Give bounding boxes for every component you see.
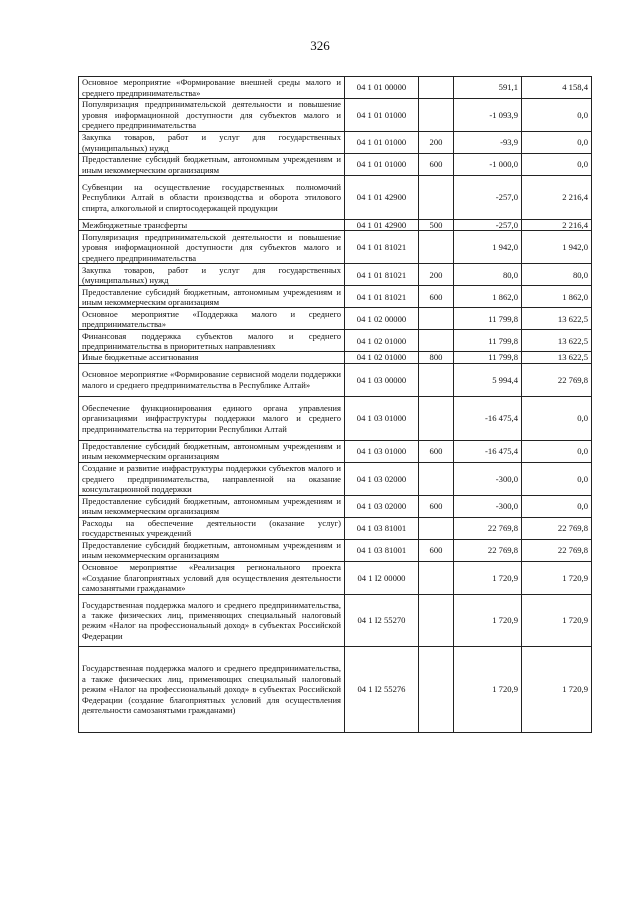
cell-name: Иные бюджетные ассигнования [79,352,345,363]
cell-v1: -1 000,0 [454,154,522,176]
cell-name: Финансовая поддержка субъектов малого и среднего предпринимательства в приоритетных направлениях [79,330,345,352]
cell-v1: 11 799,8 [454,308,522,330]
cell-v2: 22 769,8 [522,539,592,561]
table-row [79,646,592,732]
cell-csr: 04 1 I2 00000 [345,561,419,594]
cell-v1: 1 862,0 [454,286,522,308]
table-row [79,154,592,176]
cell-name: Предоставление субсидий бюджетным, автономным учреждениям и иным некоммерческим организациям [79,495,345,517]
cell-vr [419,308,454,330]
table-row [79,286,592,308]
cell-v2: 1 862,0 [522,286,592,308]
cell-name: Основное мероприятие «Формирование внешней среды малого и среднего предпринимательства» [79,77,345,99]
cell-name: Предоставление субсидий бюджетным, автономным учреждениям и иным некоммерческим организациям [79,154,345,176]
cell-csr: 04 1 02 01000 [345,330,419,352]
table-row [79,77,592,99]
cell-csr: 04 1 03 00000 [345,363,419,396]
table-row [79,594,592,646]
cell-v2: 0,0 [522,495,592,517]
cell-vr [419,396,454,440]
cell-name: Закупка товаров, работ и услуг для государственных (муниципальных) нужд [79,264,345,286]
cell-csr: 04 1 01 01000 [345,132,419,154]
cell-name: Государственная поддержка малого и среднего предпринимательства, а также физических лиц, применяющих специальный налоговый режим «Налог на профессиональный доход» в субъектах Российской Федерации (создание благоприятных условий для осуществления деятельности самозанятыми гражданами) [79,646,345,732]
table-row [79,539,592,561]
cell-csr: 04 1 02 01000 [345,352,419,363]
cell-vr: 800 [419,352,454,363]
table-row [79,220,592,231]
cell-v1: 22 769,8 [454,539,522,561]
cell-v1: 1 720,9 [454,646,522,732]
cell-v1: -16 475,4 [454,440,522,462]
cell-v1: 22 769,8 [454,517,522,539]
cell-v1: -93,9 [454,132,522,154]
budget-table [78,76,592,733]
table-row [79,176,592,220]
cell-name: Обеспечение функционирования единого органа управления организациями инфраструктуры поддержки малого и среднего предпринимательства на территории Республики Алтай [79,396,345,440]
cell-csr: 04 1 03 81001 [345,539,419,561]
table-row [79,231,592,264]
cell-csr: 04 1 03 01000 [345,396,419,440]
cell-csr: 04 1 01 00000 [345,77,419,99]
cell-v1: 11 799,8 [454,352,522,363]
cell-name: Основное мероприятие «Формирование сервисной модели поддержки малого и среднего предпринимательства в Республике Алтай» [79,363,345,396]
cell-v2: 1 720,9 [522,561,592,594]
cell-name: Закупка товаров, работ и услуг для государственных (муниципальных) нужд [79,132,345,154]
table-row [79,132,592,154]
cell-v2: 22 769,8 [522,363,592,396]
cell-v1: -300,0 [454,462,522,495]
cell-vr: 600 [419,286,454,308]
table-row [79,396,592,440]
cell-v1: 1 720,9 [454,561,522,594]
cell-vr [419,176,454,220]
cell-v2: 0,0 [522,154,592,176]
cell-vr: 600 [419,154,454,176]
cell-v2: 2 216,4 [522,176,592,220]
cell-csr: 04 1 01 81021 [345,264,419,286]
cell-v1: 11 799,8 [454,330,522,352]
cell-csr: 04 1 03 81001 [345,517,419,539]
cell-name: Популяризация предпринимательской деятельности и повышение уровня информационной доступности для субъектов малого и среднего предпринимательства [79,231,345,264]
table-row [79,330,592,352]
cell-vr [419,594,454,646]
table-row [79,462,592,495]
cell-v1: 1 720,9 [454,594,522,646]
cell-v1: -16 475,4 [454,396,522,440]
cell-v2: 0,0 [522,462,592,495]
cell-v2: 0,0 [522,396,592,440]
cell-vr [419,77,454,99]
cell-v2: 13 622,5 [522,330,592,352]
cell-csr: 04 1 01 42900 [345,176,419,220]
cell-v1: -257,0 [454,176,522,220]
cell-v2: 2 216,4 [522,220,592,231]
table-row [79,495,592,517]
table-row [79,264,592,286]
cell-vr [419,517,454,539]
table-row [79,561,592,594]
cell-v2: 1 720,9 [522,646,592,732]
cell-v1: -300,0 [454,495,522,517]
cell-v2: 0,0 [522,99,592,132]
cell-v1: 5 994,4 [454,363,522,396]
cell-vr [419,462,454,495]
cell-v2: 22 769,8 [522,517,592,539]
cell-v2: 0,0 [522,132,592,154]
cell-v1: -1 093,9 [454,99,522,132]
cell-vr: 600 [419,539,454,561]
cell-name: Предоставление субсидий бюджетным, автономным учреждениям и иным некоммерческим организациям [79,539,345,561]
cell-vr: 600 [419,495,454,517]
cell-v2: 4 158,4 [522,77,592,99]
cell-csr: 04 1 01 01000 [345,99,419,132]
cell-name: Субвенции на осуществление государственных полномочий Республики Алтай в области производства и оборота этилового спирта, алкогольной и спиртосодержащей продукции [79,176,345,220]
cell-vr: 600 [419,440,454,462]
cell-name: Основное мероприятие «Реализация регионального проекта «Создание благоприятных условий для осуществления деятельности самозанятыми гражданами» [79,561,345,594]
cell-name: Расходы на обеспечение деятельности (оказание услуг) государственных учреждений [79,517,345,539]
cell-v2: 13 622,5 [522,308,592,330]
cell-csr: 04 1 I2 55270 [345,594,419,646]
cell-csr: 04 1 01 42900 [345,220,419,231]
cell-v1: -257,0 [454,220,522,231]
cell-v2: 1 720,9 [522,594,592,646]
cell-v1: 80,0 [454,264,522,286]
cell-vr: 500 [419,220,454,231]
table-row [79,440,592,462]
cell-csr: 04 1 I2 55276 [345,646,419,732]
cell-csr: 04 1 02 00000 [345,308,419,330]
table-row [79,363,592,396]
cell-csr: 04 1 01 01000 [345,154,419,176]
cell-v2: 1 942,0 [522,231,592,264]
cell-vr [419,231,454,264]
table-row [79,517,592,539]
table-row [79,308,592,330]
cell-vr [419,561,454,594]
cell-name: Межбюджетные трансферты [79,220,345,231]
cell-v1: 1 942,0 [454,231,522,264]
table-row [79,99,592,132]
cell-v2: 80,0 [522,264,592,286]
cell-name: Создание и развитие инфраструктуры поддержки субъектов малого и среднего предпринимательства, направленной на оказание консультационной поддержки [79,462,345,495]
cell-v1: 591,1 [454,77,522,99]
cell-name: Предоставление субсидий бюджетным, автономным учреждениям и иным некоммерческим организациям [79,286,345,308]
cell-csr: 04 1 03 02000 [345,462,419,495]
cell-name: Государственная поддержка малого и среднего предпринимательства, а также физических лиц, применяющих специальный налоговый режим «Налог на профессиональный доход» в субъектах Российской Федерации [79,594,345,646]
cell-vr: 200 [419,132,454,154]
cell-name: Популяризация предпринимательской деятельности и повышение уровня информационной доступности для субъектов малого и среднего предпринимательства [79,99,345,132]
page-number: 326 [310,38,330,53]
table-row [79,352,592,363]
cell-csr: 04 1 03 01000 [345,440,419,462]
cell-v2: 13 622,5 [522,352,592,363]
cell-vr [419,646,454,732]
cell-csr: 04 1 01 81021 [345,231,419,264]
cell-vr: 200 [419,264,454,286]
cell-vr [419,99,454,132]
cell-name: Основное мероприятие «Поддержка малого и среднего предпринимательства» [79,308,345,330]
cell-vr [419,330,454,352]
cell-vr [419,363,454,396]
cell-v2: 0,0 [522,440,592,462]
cell-csr: 04 1 03 02000 [345,495,419,517]
cell-name: Предоставление субсидий бюджетным, автономным учреждениям и иным некоммерческим организациям [79,440,345,462]
cell-csr: 04 1 01 81021 [345,286,419,308]
